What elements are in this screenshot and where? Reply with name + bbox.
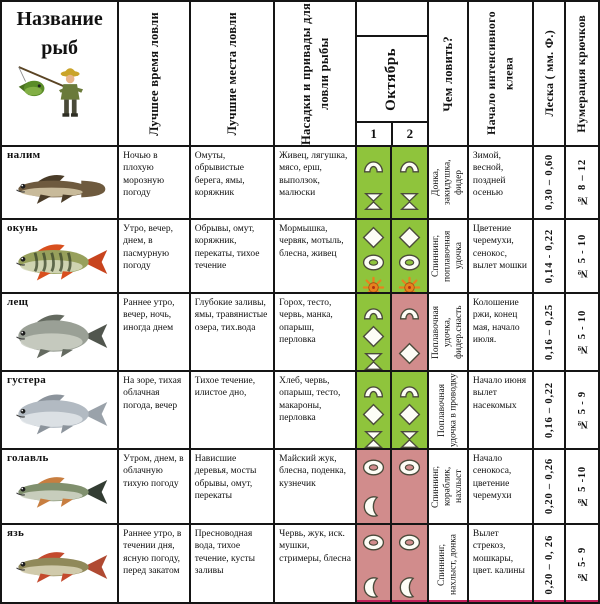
month-header-label: Октябрь [383,47,400,111]
arch-icon [397,152,422,177]
baits-cell: Мормышка, червяк, мотыль, блесна, живец [275,220,356,292]
time-header-label: Лучшее время ловли [146,11,161,136]
line-header-label: Леска ( мм. Ф.) [541,30,556,117]
hook-size-value: № 5 - 10 [576,233,588,279]
october-2-cell [392,450,429,523]
table-row [2,450,598,525]
table-row [2,525,598,604]
baits-cell: Живец, лягушка, мясо, ерш, выползок, малюски [275,147,356,218]
season-header-cell [469,2,535,145]
method-label: Спиннинг, поплавочная удочка [430,230,464,282]
fish-name: густера [7,374,47,386]
month-header-cell [357,2,430,145]
fish-name: налим [7,149,41,161]
hourglass-icon [361,349,386,370]
diamond-icon [361,324,386,349]
time-cell: Раннее утро, вечер, ночь, иногда днем [119,294,191,370]
arch-icon [397,377,422,402]
time-cell: Утром, днем, в облачную тихую погоду [119,450,191,523]
perch-fish-icon [2,237,117,287]
october-1-cell [357,525,393,604]
method-cell [429,372,469,448]
method-label: Поплавочная удочка, фидер.снасть [430,305,464,359]
ring-icon [397,250,422,275]
baits-header-label: Насадки и привады для ловли рыбы [298,2,331,145]
fish-name: язь [7,527,25,539]
season-start-cell: Зимой, весной, поздней осенью [469,147,535,218]
october-2-cell [392,372,429,448]
hook-size-value: № 5- 9 [576,546,588,583]
october-1-cell [357,147,393,218]
diamond-icon [361,225,386,250]
ring-icon [361,250,386,275]
places-cell: Тихое течение, илистое дно, [191,372,275,448]
line-header-cell [534,2,566,145]
baits-header-cell [275,2,356,145]
ide-fish-icon [2,542,117,592]
baits-cell: Червь, жук, иск. мушки, стримеры, блесна [275,525,356,604]
hook-size-value: № 8 – 12 [576,159,588,206]
hourglass-icon [397,427,422,448]
fish-name-header-cell [2,2,119,145]
method-header-label: Чем ловить? [440,35,455,112]
bream-fish-icon [2,311,117,361]
sun-icon [397,275,422,292]
hook-size-value: № 5 -10 [576,465,588,508]
line-size-cell [534,525,566,604]
places-cell: Глубокие заливы, ямы, травянистые озера, тих.вода [191,294,275,370]
fish-name-cell [2,294,119,370]
line-size-value: 0,30 – 0,60 [543,154,555,211]
header-row [2,2,598,147]
places-cell: Омуты, обрывистые берега, ямы, коряжник [191,147,275,218]
arch-icon [361,152,386,177]
season-start-cell: Вылет стрекоз, мошкары, цвет. калины [469,525,535,604]
month-half-1-label: 1 [357,123,393,145]
month-half-subheader [357,123,428,145]
method-cell [429,450,469,523]
month-half-2-label: 2 [406,126,414,141]
october-1-cell [357,294,393,370]
ring-icon [397,455,422,480]
baits-cell: Горох, тесто, червь, манка, опарыш, перловка [275,294,356,370]
baits-cell: Майский жук, блесна, поденка, кузнечик [275,450,356,523]
diamond-icon [397,341,422,366]
arch-icon [361,299,386,324]
method-cell [429,220,469,292]
method-cell [429,525,469,604]
places-cell: Пресноводная вода, тихое течение, кусты заливы [191,525,275,604]
fish-name-cell [2,525,119,604]
time-header-cell [119,2,191,145]
time-cell: Раннее утро, в течении дня, ясную погоду, перед закатом [119,525,191,604]
method-label: Спиннинг, кораблик, нахлыст [430,465,464,508]
line-size-cell [534,372,566,448]
places-cell: Обрывы, омут, коряжник, перекаты, тихое течение [191,220,275,292]
hourglass-icon [361,427,386,448]
october-2-cell [392,147,429,218]
table-row [2,220,598,294]
burbot-fish-icon [2,164,117,214]
hook-size-cell [566,450,598,523]
ring-icon [397,530,422,555]
october-2-cell [392,220,429,292]
fish-name-cell [2,372,119,448]
method-cell [429,294,469,370]
october-1-cell [357,220,393,292]
silver-bream-fish-icon [2,389,117,439]
table-title-line1: Название [16,8,103,30]
diamond-icon [397,225,422,250]
crescent-icon [361,575,386,600]
line-size-value: 0,14 - 0,22 [543,228,555,284]
table-row [2,372,598,450]
ring-icon [361,455,386,480]
hook-size-cell [566,220,598,292]
chub-fish-icon [2,467,117,517]
line-size-cell [534,147,566,218]
fish-name: окунь [7,222,38,234]
method-label: Поплавочная удочка в проводку [436,373,458,447]
fish-name-cell [2,450,119,523]
hook-size-cell [566,294,598,370]
table-title-line2: рыб [41,37,78,59]
line-size-cell [534,450,566,523]
method-label: Донка, закидушка, фидер [430,159,464,206]
hook-size-cell [566,147,598,218]
line-size-cell [534,220,566,292]
fish-name-cell [2,220,119,292]
hook-size-cell [566,372,598,448]
october-1-cell [357,372,393,448]
arch-icon [397,299,422,324]
october-2-cell [392,525,429,604]
fisherman-icon [9,61,97,126]
ring-icon [361,530,386,555]
sun-icon [361,275,386,292]
method-label: Спиннинг, нахлыст, донка [436,534,458,595]
season-header-label: Начало интенсивного клева [484,11,516,136]
diamond-icon [361,402,386,427]
arch-icon [361,377,386,402]
line-size-value: 0,16 – 0,22 [543,381,555,439]
hourglass-icon [397,189,422,214]
line-size-cell [534,294,566,370]
time-cell: Ночью в плохую морозную погоду [119,147,191,218]
hooks-header-cell [566,2,598,145]
season-start-cell: Начало июня вылет насекомых [469,372,535,448]
season-start-cell: Колошение ржи, конец мая, начало июля. [469,294,535,370]
method-header-cell [429,2,469,145]
table-row [2,294,598,372]
season-start-cell: Цветение черемухи, сенокос, вылет мошки [469,220,535,292]
hook-size-value: № 5 - 9 [576,390,588,430]
crescent-icon [361,494,386,519]
hooks-header-label: Нумерация крючков [574,14,589,133]
season-start-cell: Начало сенокоса, цветение черемухи [469,450,535,523]
fish-name-cell [2,147,119,218]
fish-name: лещ [7,296,29,308]
baits-cell: Хлеб, червь, опарыш, тесто, макароны, перловка [275,372,356,448]
method-cell [429,147,469,218]
hook-size-value: № 5 - 10 [576,309,588,355]
line-size-value: 0,20 – 0, 26 [543,534,555,595]
line-size-value: 0,20 – 0,26 [543,458,555,515]
places-cell: Нависшие деревья, мосты обрывы, омут, перекаты [191,450,275,523]
october-1-cell [357,450,393,523]
october-2-cell [392,294,429,370]
places-header-label: Лучшие места ловли [224,11,239,136]
fish-name: голавль [7,452,49,464]
time-cell: Утро, вечер, днем, в пасмурную погоду [119,220,191,292]
places-header-cell [191,2,275,145]
month-header-gap [357,2,428,35]
time-cell: На зоре, тихая облачная погода, вечер [119,372,191,448]
hook-size-cell [566,525,598,604]
table-row [2,147,598,220]
line-size-value: 0,16 – 0,25 [543,303,555,361]
crescent-icon [397,575,422,600]
hourglass-icon [361,189,386,214]
month-header-box [357,35,428,123]
diamond-icon [397,402,422,427]
